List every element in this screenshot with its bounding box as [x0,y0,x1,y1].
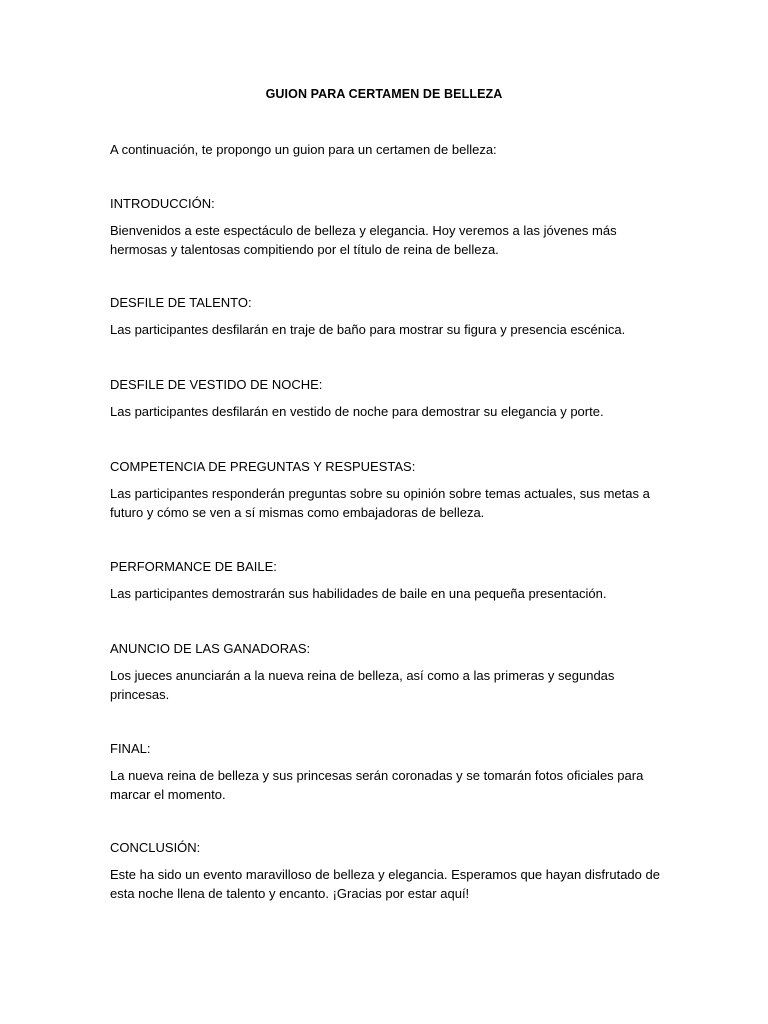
section-competencia-de-preguntas [110,458,670,522]
section-heading: CONCLUSIÓN: [110,840,201,855]
section-conclusion [110,839,670,903]
section-body: Este ha sido un evento maravilloso de belleza y elegancia. Esperamos que hayan disfrutado de esta noche llena de talento y encanto. ¡Gracias por estar aquí! [110,867,660,901]
section-body: Las participantes desfilarán en traje de baño para mostrar su figura y presencia escénica. [110,322,626,337]
section-body: Las participantes demostrarán sus habilidades de baile en una pequeña presentación. [110,586,607,601]
section-introduccion [110,195,670,259]
section-heading: FINAL: [110,741,151,756]
section-desfile-de-vestido-de-noche [110,376,670,422]
section-heading: INTRODUCCIÓN: [110,196,215,211]
section-performance-de-baile [110,558,670,604]
section-anuncio-de-las-ganadoras [110,640,670,704]
section-body: Las participantes desfilarán en vestido de noche para demostrar su elegancia y porte. [110,404,604,419]
section-body: La nueva reina de belleza y sus princesas serán coronadas y se tomarán fotos oficiales para marcar el momento. [110,768,644,802]
section-heading: PERFORMANCE DE BAILE: [110,559,277,574]
section-body: Bienvenidos a este espectáculo de belleza y elegancia. Hoy veremos a las jóvenes más hermosas y talentosas compitiendo por el título de reina de belleza. [110,223,617,257]
section-heading: DESFILE DE TALENTO: [110,295,252,310]
section-heading: ANUNCIO DE LAS GANADORAS: [110,641,311,656]
intro-paragraph: A continuación, te propongo un guion para un certamen de belleza: [110,142,497,157]
section-final [110,740,670,804]
section-body: Los jueces anunciarán a la nueva reina de belleza, así como a las primeras y segundas princesas. [110,668,615,702]
page-title: GUION PARA CERTAMEN DE BELLEZA [265,87,503,101]
section-desfile-de-talento [110,294,670,340]
section-heading: DESFILE DE VESTIDO DE NOCHE: [110,377,323,392]
section-heading: COMPETENCIA DE PREGUNTAS Y RESPUESTAS: [110,459,416,474]
section-body: Las participantes responderán preguntas sobre su opinión sobre temas actuales, sus metas a futuro y cómo se ven a sí mismas como embajadoras de belleza. [110,486,650,520]
